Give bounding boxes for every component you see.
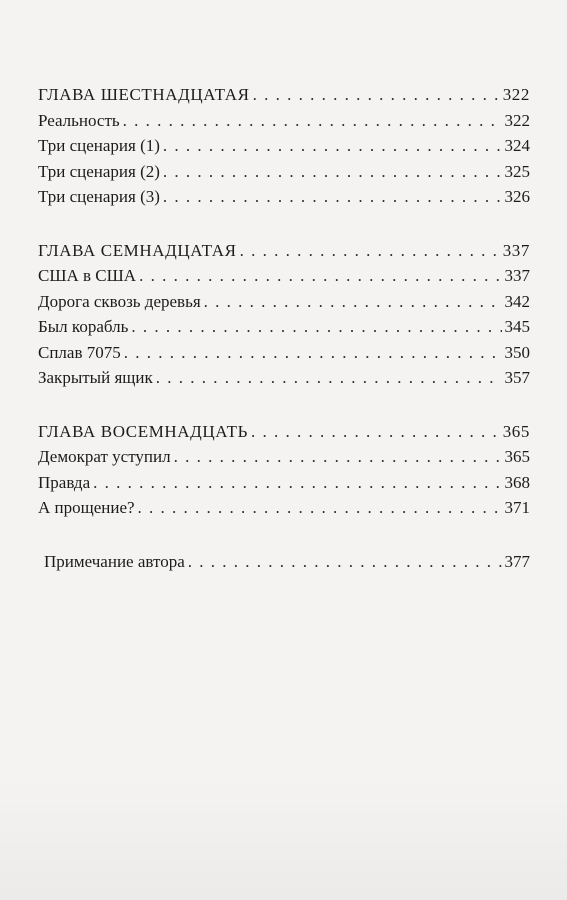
entry-title: А прощение? <box>38 498 135 517</box>
toc-entry <box>38 263 530 289</box>
page-number: 342 <box>504 291 530 311</box>
entry-title: Демократ уступил <box>38 447 171 466</box>
leader-dots <box>163 159 502 185</box>
leader-dots <box>131 314 501 340</box>
entry-title: США в США <box>38 266 137 285</box>
toc-entry <box>38 314 530 340</box>
entry-title: Закрытый ящик <box>38 368 153 387</box>
chapter-16 <box>38 82 530 210</box>
chapter-18 <box>38 419 530 521</box>
page-number: 357 <box>504 368 530 387</box>
toc-entry <box>38 470 530 496</box>
leader-dots <box>174 444 502 470</box>
page-number: 365 <box>502 421 530 441</box>
chapter-heading <box>38 238 530 264</box>
author-note-entry <box>38 549 530 575</box>
toc-entry <box>38 159 530 185</box>
page-number: 365 <box>504 447 530 466</box>
entry-title: Три сценария (2) <box>38 161 160 181</box>
entry-title: Три сценария (1) <box>38 136 160 155</box>
chapter-17 <box>38 238 530 391</box>
toc-entry <box>38 289 530 315</box>
toc-entry <box>38 133 530 159</box>
page-number: 322 <box>504 110 530 130</box>
page-number: 326 <box>504 187 530 206</box>
entry-title: Был корабль <box>38 317 129 336</box>
leader-dots <box>124 340 502 366</box>
chapter-heading <box>38 82 530 108</box>
entry-title: Три сценария (3) <box>38 187 160 206</box>
leader-dots <box>253 82 500 108</box>
leader-dots <box>188 549 502 575</box>
leader-dots <box>93 470 501 496</box>
page-number: 337 <box>504 266 530 285</box>
leader-dots <box>139 263 501 289</box>
leader-dots <box>251 419 500 445</box>
leader-dots <box>204 289 502 315</box>
toc-entry <box>38 495 530 521</box>
chapter-heading <box>38 419 530 445</box>
entry-title: Реальность <box>38 110 120 130</box>
page-number: 325 <box>504 161 530 181</box>
toc-entry <box>38 184 530 210</box>
entry-title: Правда <box>38 472 91 492</box>
leader-dots <box>163 184 502 210</box>
page-number: 345 <box>504 317 530 336</box>
table-of-contents <box>38 82 530 574</box>
page-number: 322 <box>502 85 530 104</box>
leader-dots <box>240 238 500 264</box>
toc-entry <box>38 365 530 391</box>
leader-dots <box>163 133 502 159</box>
bleed-through-shade <box>0 780 567 900</box>
leader-dots <box>138 495 502 521</box>
toc-entry <box>38 340 530 366</box>
entry-title: Сплав 7075 <box>38 342 121 362</box>
chapter-title: ГЛАВА ШЕСТНАДЦАТАЯ <box>38 85 250 104</box>
entry-title: Дорога сквозь деревья <box>38 291 201 311</box>
leader-dots <box>156 365 502 391</box>
page-number: 324 <box>504 136 530 155</box>
page-number: 371 <box>504 498 530 517</box>
chapter-title: ГЛАВА СЕМНАДЦАТАЯ <box>38 240 237 260</box>
leader-dots <box>123 108 502 134</box>
page-number: 350 <box>504 342 530 362</box>
page-number: 337 <box>502 240 530 260</box>
toc-entry <box>38 444 530 470</box>
entry-title: Примечание автора <box>44 551 185 571</box>
page-number: 368 <box>504 472 530 492</box>
page-number: 377 <box>504 551 530 571</box>
chapter-title: ГЛАВА ВОСЕМНАДЦАТЬ <box>38 421 248 441</box>
toc-entry <box>38 108 530 134</box>
